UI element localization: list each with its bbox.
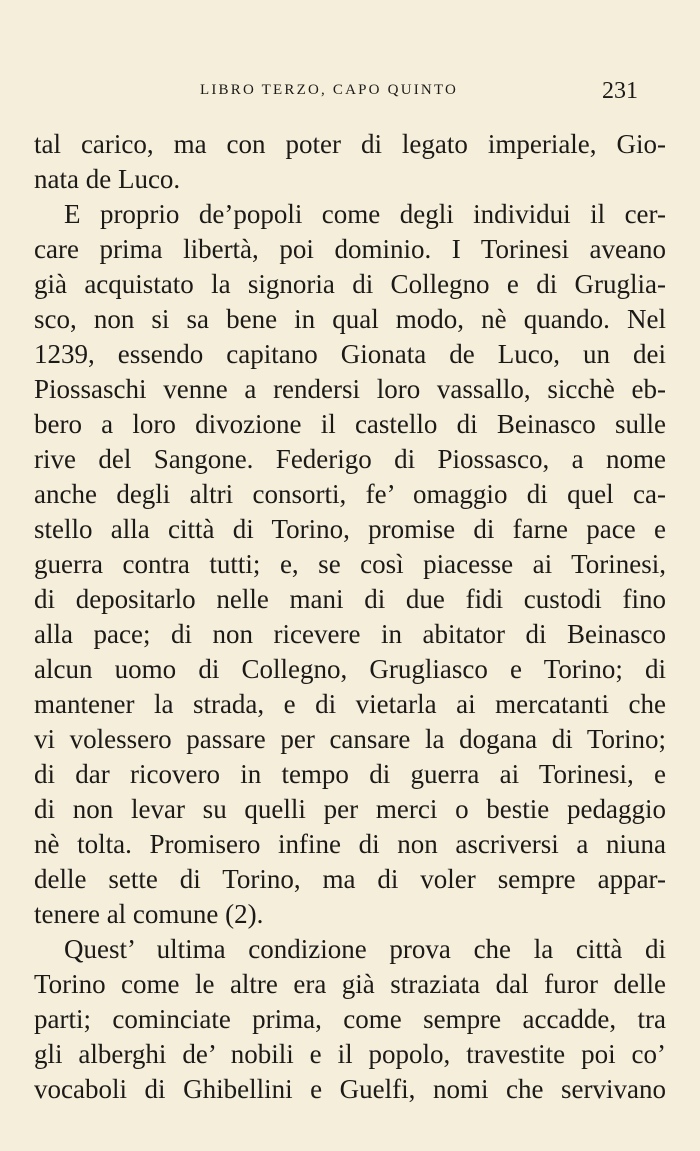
text-line: tenere al comune (2). — [34, 899, 264, 929]
running-header — [0, 78, 700, 106]
text-line: già acquistato la signoria di Collegno e di Gruglia- — [34, 269, 666, 299]
paragraph-3 — [34, 932, 666, 1107]
text-line: E proprio de’popoli come degli individui il cer- — [64, 199, 666, 229]
text-line: mantener la strada, e di vietarla ai mercatanti che — [34, 689, 666, 719]
text-line: rive del Sangone. Federigo di Piossasco, a nome — [34, 444, 666, 474]
body-text — [34, 127, 666, 1107]
text-line: Torino come le altre era già straziata dal furor delle — [34, 969, 666, 999]
text-line: guerra contra tutti; e, se così piacesse ai Torinesi, — [34, 549, 666, 579]
text-line: nata de Luco. — [34, 164, 181, 194]
text-line: Quest’ ultima condizione prova che la città di — [64, 934, 666, 964]
text-line: di non levar su quelli per merci o bestie pedaggio — [34, 794, 666, 824]
text-line: di dar ricovero in tempo di guerra ai Torinesi, e — [34, 759, 666, 789]
text-line: vi volessero passare per cansare la dogana di Torino; — [34, 724, 666, 754]
page-number: 231 — [602, 78, 638, 104]
text-line: parti; cominciate prima, come sempre accadde, tra — [34, 1004, 666, 1034]
text-line: bero a loro divozione il castello di Beinasco sulle — [34, 409, 666, 439]
text-line: alcun uomo di Collegno, Grugliasco e Torino; di — [34, 654, 666, 684]
text-line: anche degli altri consorti, fe’ omaggio di quel ca- — [34, 479, 666, 509]
paragraph-1 — [34, 127, 666, 197]
paragraph-2 — [34, 197, 666, 932]
text-line: sco, non si sa bene in qual modo, nè quando. Nel — [34, 304, 666, 334]
text-line: nè tolta. Promisero infine di non ascriversi a niuna — [34, 829, 666, 859]
text-line: delle sette di Torino, ma di voler sempre appar- — [34, 864, 666, 894]
text-line: vocaboli di Ghibellini e Guelfi, nomi che servivano — [34, 1074, 666, 1104]
text-line: di depositarlo nelle mani di due fidi custodi fino — [34, 584, 666, 614]
text-line: 1239, essendo capitano Gionata de Luco, un dei — [34, 339, 666, 369]
text-line: gli alberghi de’ nobili e il popolo, travestite poi co’ — [34, 1039, 666, 1069]
text-line: Piossaschi venne a rendersi loro vassallo, sicchè eb- — [34, 374, 666, 404]
text-line: alla pace; di non ricevere in abitator di Beinasco — [34, 619, 666, 649]
text-line: care prima libertà, poi dominio. I Torinesi aveano — [34, 234, 666, 264]
text-line: tal carico, ma con poter di legato imperiale, Gio- — [34, 129, 666, 159]
text-line: stello alla città di Torino, promise di farne pace e — [34, 514, 666, 544]
running-title: LIBRO TERZO, CAPO QUINTO — [200, 82, 459, 98]
